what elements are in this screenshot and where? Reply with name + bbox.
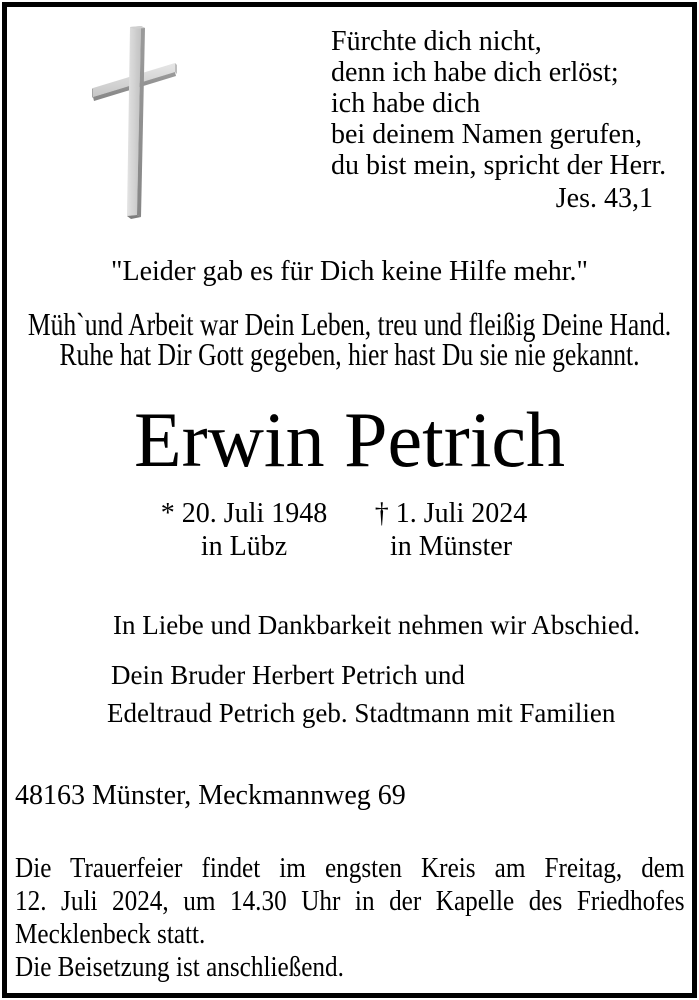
birth-place: in Lübz (200, 531, 288, 562)
verse-line: Ruhe hat Dir Gott gegeben, hier hast Du sie nie gekannt. (59, 336, 640, 372)
scripture-line: bei deinem Namen gerufen, (331, 119, 642, 150)
funeral-line: Die Beisetzung ist anschließend. (15, 952, 344, 983)
scripture-line: denn ich habe dich erlöst; (331, 57, 619, 88)
verse-line: Müh`und Arbeit war Dein Leben, treu und fleißig Deine Hand. (27, 306, 672, 342)
death-info (351, 497, 551, 563)
scripture-line: ich habe dich (331, 88, 481, 119)
mourner-line: Dein Bruder Herbert Petrich und (111, 660, 465, 690)
deceased-name: Erwin Petrich (133, 396, 566, 483)
farewell-text: In Liebe und Dankbarkeit nehmen wir Abschied. (113, 610, 641, 640)
death-dagger-icon: † (374, 498, 389, 529)
scripture-reference: Jes. 43,1 (555, 183, 653, 214)
funeral-line: Mecklenbeck statt. (15, 919, 206, 950)
death-date: 1. Juli 2024 (395, 498, 528, 529)
death-date-line (351, 497, 551, 530)
epigraph-quote: "Leider gab es für Dich keine Hilfe mehr." (111, 256, 588, 287)
funeral-line: Die Trauerfeier findet im engsten Kreis am Freitag, dem (15, 853, 685, 884)
birth-date-line (134, 497, 354, 530)
birth-date: 20. Juli 1948 (181, 498, 328, 529)
birth-symbol: * (160, 498, 175, 529)
funeral-line: 12. Juli 2024, um 14.30 Uhr in der Kapelle des Friedhofes (15, 886, 685, 917)
death-place: in Münster (389, 531, 513, 562)
mourner-line: Edeltraud Petrich geb. Stadtmann mit Familien (107, 698, 616, 728)
scripture-line: Fürchte dich nicht, (331, 26, 542, 57)
memorial-cross-icon (86, 24, 182, 222)
scripture-block (331, 26, 667, 214)
funeral-details-block (15, 852, 685, 984)
birth-info (134, 497, 354, 563)
address-text: 48163 Münster, Meckmannweg 69 (15, 780, 406, 811)
verse-block (0, 306, 699, 372)
scripture-line: du bist mein, spricht der Herr. (331, 150, 667, 181)
